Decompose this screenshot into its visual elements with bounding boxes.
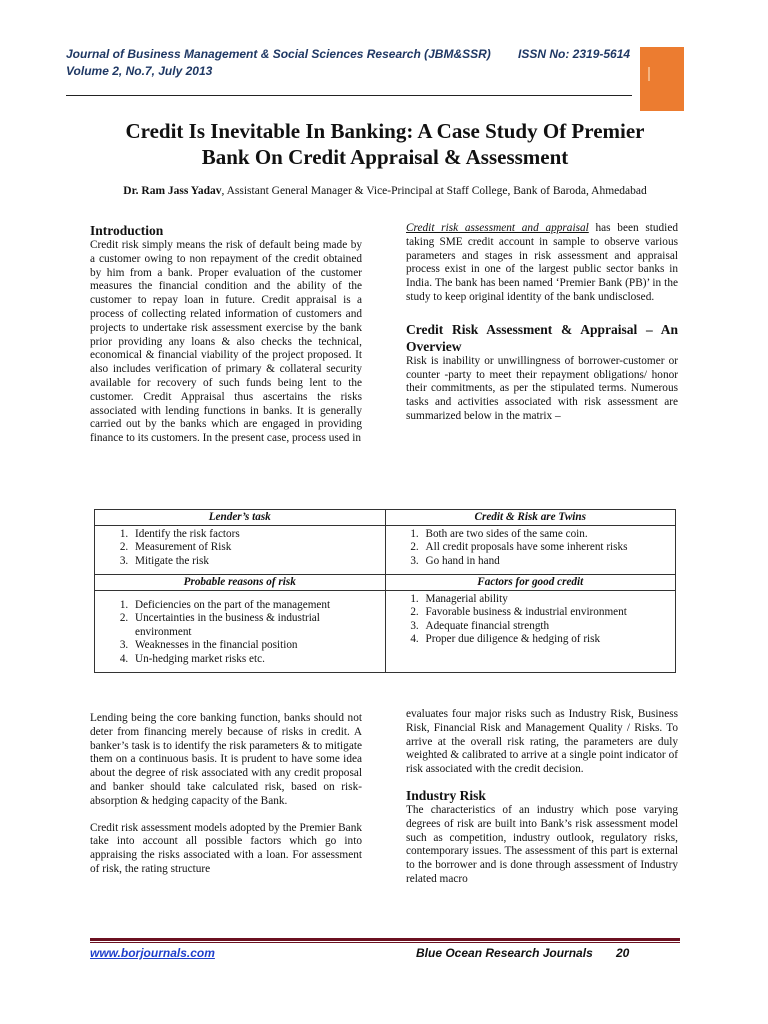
left-column-top (90, 222, 362, 446)
list-item: 1. Identify the risk factors (131, 528, 379, 542)
section-heading-overview: Credit Risk Assessment & Appraisal – An Overview (406, 321, 678, 354)
section-heading-industry-risk: Industry Risk (406, 787, 486, 803)
issn: ISSN No: 2319-5614 (518, 47, 631, 61)
header-good-credit-factors: Factors for good credit (385, 575, 676, 591)
header-probable-reasons: Probable reasons of risk (95, 575, 386, 591)
author-line (90, 185, 680, 197)
lending-paragraph: Lending being the core banking function, banks should not deter from financing merely because of risks in credit. A banker’s task is to identify the risk parameters & to mitigate them on a continuous basis. It is prudent to have some idea about the degree of risk associated with any credit proposal and banker should take calculated risk, based on risk-absorption & hedging capacity of the Bank. (90, 712, 362, 807)
list-item: 2. Uncertainties in the business & industrial environment (131, 612, 379, 639)
list-item: 4. Un-hedging market risks etc. (131, 653, 379, 667)
list-item: 1. Deficiencies on the part of the management (131, 599, 379, 613)
list-item: 4. Proper due diligence & hedging of risk (422, 633, 670, 647)
orange-block (640, 47, 684, 111)
title-line-1: Credit Is Inevitable In Banking: A Case Study Of Premier (125, 119, 645, 143)
list-item: 2. All credit proposals have some inherent risks (422, 541, 670, 555)
author-affiliation: , Assistant General Manager & Vice-Principal at Staff College, Bank of Baroda, Ahmedabad (221, 185, 647, 197)
left-column-bottom (90, 712, 362, 877)
page-number: 20 (616, 946, 630, 960)
footer-rule-thin (90, 942, 680, 943)
author-name: Dr. Ram Jass Yadav (123, 185, 222, 197)
journal-volume: Volume 2, No.7, July 2013 (66, 64, 213, 78)
table-row (95, 525, 676, 575)
intro-continued-paragraph: Credit risk assessment and appraisal has been studied taking SME credit account in sample to observe various parameters and stages in risk assessment and appraisal process exist in one of the largest public sector banks in India. The bank has been named ‘Premier Bank (PB)’ in the study to keep original identity of the bank undisclosed. (406, 222, 678, 303)
overview-paragraph: Risk is inability or unwillingness of borrower-customer or counter -party to meet their repayment obligations/ honor their commitments, as per the stipulated terms. Numerous tasks and activities associated with risk assessment are summarized below in the matrix – (406, 354, 678, 422)
cell-lenders-task (95, 525, 386, 575)
introduction-paragraph: Credit risk simply means the risk of default being made by a customer owing to non repayment of the credit obtained by him from a bank. Proper evaluation of the customer measures the financial condition and the ability of the customer to repay loan in future. Credit appraisal is a process of collecting related information of customers and projects to undertake risk assessment exercise by the bank prior providing any loans & also checks the technical, economical & financial viability of the project proposed. It also includes verification of primary & collateral security available for recovery of such funds being lent to the customer. Credit Appraisal thus ascertains the risks associated with lending functions in banks. It is generally carried out by the banks which are engaged in providing finance to its customers. In the present case, process used in (90, 239, 362, 445)
cell-probable-reasons (95, 590, 386, 673)
list-item: 2. Measurement of Risk (131, 541, 379, 555)
paper-title (90, 118, 680, 170)
list-item: 3. Adequate financial strength (422, 620, 670, 634)
footer-rule-thick (90, 938, 680, 941)
list-item: 1. Managerial ability (422, 593, 670, 607)
right-column-bottom (406, 708, 678, 887)
header-rule (66, 95, 632, 96)
table-row (95, 590, 676, 673)
risk-rating-paragraph: evaluates four major risks such as Industry Risk, Business Risk, Financial Risk and Management Quality / Risks. To arrive at the overall risk rating, the parameters are duly weighted & calibrated to arrive at a single point indicator of risk associated with the credit decision. (406, 708, 678, 776)
publisher-name: Blue Ocean Research Journals (416, 946, 593, 960)
credit-risk-link[interactable]: Credit risk assessment and appraisal (406, 222, 589, 234)
title-line-2: Bank On Credit Appraisal & Assessment (201, 145, 569, 169)
section-heading-introduction: Introduction (90, 223, 164, 238)
assessment-models-paragraph: Credit risk assessment models adopted by the Premier Bank take into account all possible factors which go into appraising the risks associated with a loan. For assessment of risk, the rating structure (90, 821, 362, 875)
header-lenders-task: Lender’s task (95, 510, 386, 526)
cell-credit-risk-twins (385, 525, 676, 575)
list-item: 3. Weaknesses in the financial position (131, 639, 379, 653)
list-item: 3. Go hand in hand (422, 555, 670, 569)
table-row (95, 575, 676, 591)
industry-risk-paragraph: The characteristics of an industry which pose varying degrees of risk are built into Bank’s risk assessment model such as competition, industry outlook, regulatory risks, contemporary issues. The assessment of this part is external to the borrower and is done through assessment of Industry related macro (406, 803, 678, 885)
list-item: 1. Both are two sides of the same coin. (422, 528, 670, 542)
risk-matrix-table (94, 509, 676, 673)
journal-header (66, 46, 636, 80)
website-link[interactable]: www.borjournals.com (90, 946, 215, 960)
list-item: 2. Favorable business & industrial environment (422, 606, 670, 620)
journal-name: Journal of Business Management & Social Sciences Research (JBM&SSR) (66, 47, 491, 61)
cell-good-credit-factors (385, 590, 676, 673)
table-row (95, 510, 676, 526)
header-credit-risk-twins: Credit & Risk are Twins (385, 510, 676, 526)
list-item: 3. Mitigate the risk (131, 555, 379, 569)
right-column-top (406, 222, 678, 424)
